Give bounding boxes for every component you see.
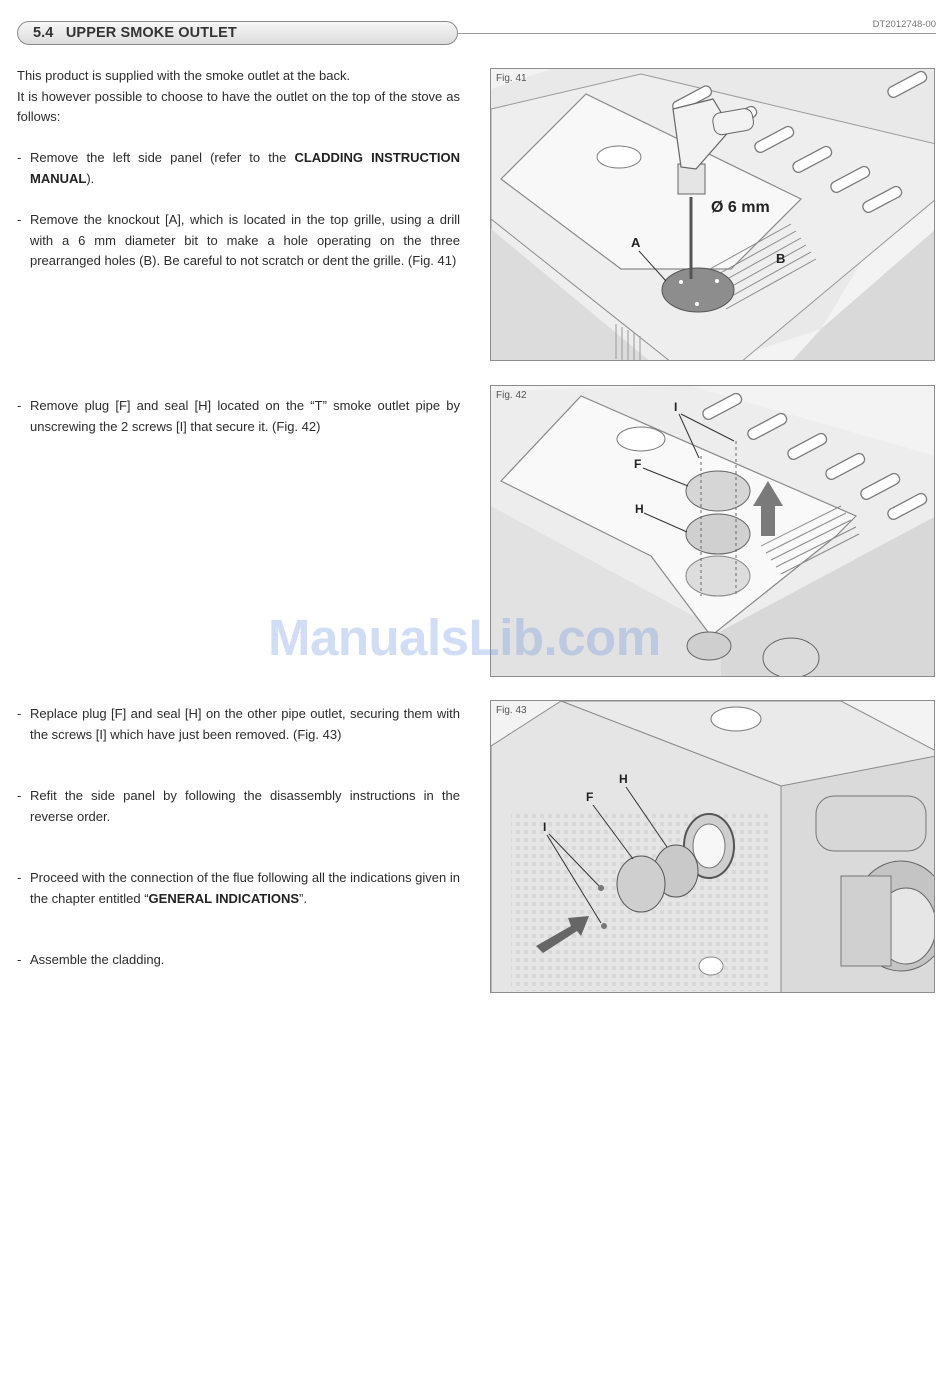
section-header bbox=[17, 21, 458, 45]
intro-line-2: It is however possible to choose to have the outlet on the top of the stove as follows: bbox=[17, 88, 460, 125]
callout-h: H bbox=[619, 772, 628, 786]
callout-f: F bbox=[586, 790, 594, 804]
general-indications-ref: GENERAL INDICATIONS bbox=[148, 890, 300, 906]
section-heading: 5.4 UPPER SMOKE OUTLET bbox=[33, 25, 237, 41]
step-remove-knockout: - Remove the knockout [A], which is located in the top grille, using a drill with a 6 mm diameter bit to make a hole operating on the three prearranged holes (B). Be careful to not scratch or dent the grille. (Fig. 41) bbox=[17, 212, 460, 269]
drill-size-label: Ø 6 mm bbox=[711, 199, 770, 216]
figure-43-illustration bbox=[491, 701, 935, 993]
step-remove-plug: - Remove plug [F] and seal [H] located on the “T” smoke outlet pipe by unscrewing the 2 screws [I] that secure it. (Fig. 42) bbox=[17, 398, 460, 434]
callout-a: A bbox=[631, 235, 641, 250]
figure-43-label: Fig. 43 bbox=[496, 705, 527, 716]
intro-paragraph bbox=[17, 66, 460, 128]
figure-41-label: Fig. 41 bbox=[496, 73, 527, 84]
header-rule bbox=[458, 33, 936, 34]
callout-i: I bbox=[674, 400, 678, 414]
callout-b: B bbox=[776, 251, 786, 266]
watermark: ManualsLib.com bbox=[268, 609, 661, 666]
callout-f: F bbox=[634, 457, 642, 471]
figure-41-illustration bbox=[491, 69, 935, 361]
step-refit-side-panel: - Refit the side panel by following the disassembly instructions in the reverse order. bbox=[17, 788, 460, 824]
figure-42-label: Fig. 42 bbox=[496, 390, 527, 401]
intro-line-1: This product is supplied with the smoke outlet at the back. bbox=[17, 68, 351, 83]
figure-43 bbox=[490, 700, 935, 993]
document-code: DT2012748-00 bbox=[872, 19, 936, 30]
step-replace-plug: - Replace plug [F] and seal [H] on the other pipe outlet, securing them with the screws [I] which have just been removed. (Fig. 43) bbox=[17, 706, 460, 742]
figure-41 bbox=[490, 68, 935, 361]
cladding-manual-ref: CLADDING INSTRUCTION MANUAL bbox=[30, 150, 460, 186]
step-connect-flue: - Proceed with the connection of the flue following all the indications given in the chapter entitled “GENERAL INDICATIONS”. bbox=[17, 870, 460, 906]
callout-i: I bbox=[543, 820, 547, 834]
step-assemble-cladding: - Assemble the cladding. bbox=[17, 952, 165, 967]
callout-h: H bbox=[635, 502, 644, 516]
step-remove-side-panel: - Remove the left side panel (refer to the CLADDING INSTRUCTION MANUAL). bbox=[17, 150, 460, 186]
